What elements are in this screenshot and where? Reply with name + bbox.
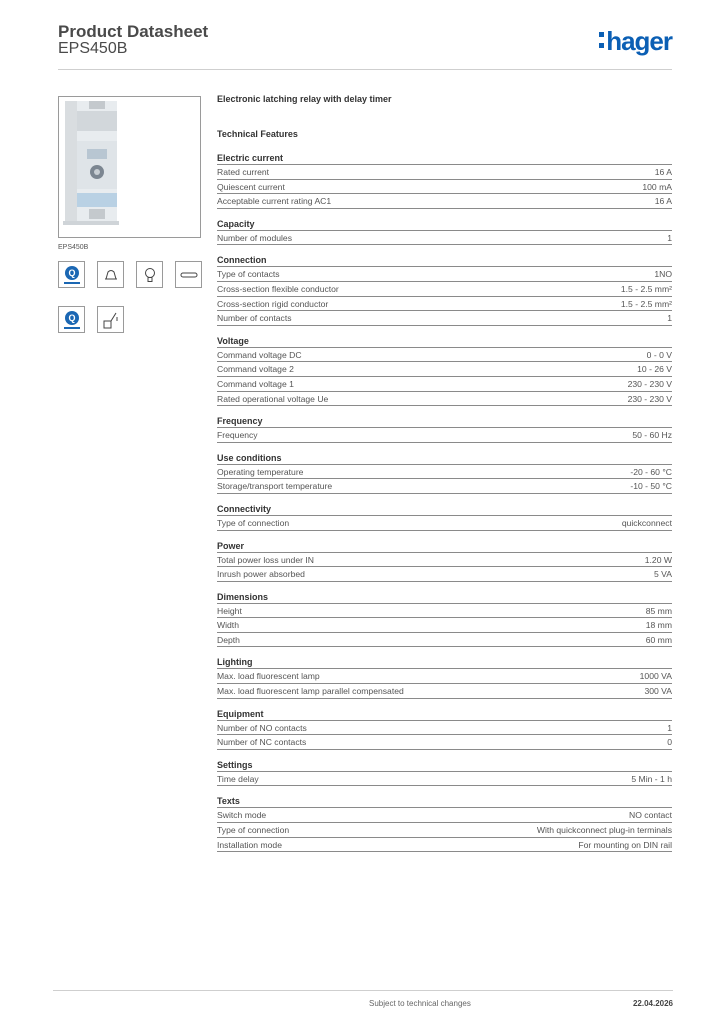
spec-row (217, 823, 672, 838)
spec-value: 300 VA (644, 686, 672, 697)
spec-row (217, 618, 672, 633)
spec-value: NO contact (629, 810, 672, 821)
spec-label: Quiescent current (217, 181, 285, 192)
spec-section (217, 591, 672, 648)
section-title: Capacity (217, 218, 672, 231)
spec-section (217, 759, 672, 787)
technical-features-title: Technical Features (217, 129, 298, 139)
spec-label: Number of contacts (217, 313, 292, 324)
spec-label: Total power loss under IN (217, 554, 314, 565)
page-footer (53, 990, 673, 1010)
spec-row (217, 479, 672, 494)
spec-value: 230 - 230 V (627, 378, 672, 389)
spec-row (217, 392, 672, 407)
spec-label: Rated operational voltage Ue (217, 393, 329, 404)
section-title: Texts (217, 795, 672, 808)
spec-section (217, 152, 672, 209)
section-title: Power (217, 540, 672, 553)
spec-label: Command voltage 1 (217, 378, 294, 389)
section-title: Dimensions (217, 591, 672, 604)
spec-label: Number of modules (217, 232, 292, 243)
spec-label: Acceptable current rating AC1 (217, 196, 332, 207)
spec-value: 5 VA (654, 569, 672, 580)
spec-sections (217, 152, 672, 852)
spec-row (217, 684, 672, 699)
logo-text: hager (606, 26, 672, 56)
spec-value: 1.5 - 2.5 mm² (620, 298, 672, 309)
spec-row (217, 165, 672, 180)
relay-device-illustration (59, 97, 200, 237)
spec-section (217, 452, 672, 494)
spec-value: 1NO (654, 269, 672, 280)
spec-row (217, 516, 672, 531)
spec-row (217, 297, 672, 312)
spec-value: For mounting on DIN rail (578, 839, 672, 850)
spec-row (217, 465, 672, 480)
product-reference: EPS450B (58, 40, 128, 57)
image-caption: EPS450B (58, 244, 89, 251)
spec-value: 5 Min - 1 h (631, 773, 672, 784)
section-title: Voltage (217, 335, 672, 348)
spec-value: 16 A (654, 196, 672, 207)
spec-row (217, 348, 672, 363)
spec-row (217, 721, 672, 736)
spec-value: 0 - 0 V (646, 349, 672, 360)
section-title: Settings (217, 759, 672, 772)
spec-label: Width (217, 620, 239, 631)
fluorescent-tube-icon (175, 261, 202, 288)
spec-label: Operating temperature (217, 466, 304, 477)
spec-label: Command voltage DC (217, 349, 302, 360)
spec-label: Switch mode (217, 810, 267, 821)
spec-value: With quickconnect plug-in terminals (536, 825, 672, 836)
section-title: Use conditions (217, 452, 672, 465)
spec-row (217, 604, 672, 619)
section-title: Electric current (217, 152, 672, 165)
product-description: Electronic latching relay with delay timer (217, 94, 392, 104)
spec-row (217, 311, 672, 326)
spec-value: -20 - 60 °C (630, 466, 672, 477)
spec-label: Cross-section rigid conductor (217, 298, 329, 309)
spec-value: 1.5 - 2.5 mm² (620, 283, 672, 294)
spec-label: Installation mode (217, 839, 282, 850)
svg-text:Q: Q (67, 312, 76, 323)
spec-value: 18 mm (645, 620, 672, 631)
spec-section (217, 335, 672, 406)
hager-logo (599, 26, 672, 57)
bell-icon (97, 261, 124, 288)
spec-row (217, 231, 672, 246)
spec-label: Time delay (217, 773, 259, 784)
spec-value: 85 mm (645, 605, 672, 616)
spec-label: Type of contacts (217, 269, 280, 280)
spec-label: Number of NC contacts (217, 737, 307, 748)
footer-note: Subject to technical changes (369, 999, 471, 1008)
spec-label: Inrush power absorbed (217, 569, 305, 580)
spec-value: 60 mm (645, 634, 672, 645)
spec-label: Rated current (217, 167, 270, 177)
spec-row (217, 633, 672, 648)
product-image (58, 96, 201, 238)
spec-value: 16 A (654, 167, 672, 177)
spec-row (217, 180, 672, 195)
spec-value: 100 mA (642, 181, 672, 192)
spec-row (217, 772, 672, 787)
spec-label: Max. load fluorescent lamp (217, 671, 320, 682)
spec-value: quickconnect (621, 517, 672, 528)
spec-label: Depth (217, 634, 240, 645)
spec-value: 1000 VA (639, 671, 672, 682)
quickconnect-icon (58, 261, 85, 288)
spec-section (217, 656, 672, 698)
specifications (217, 94, 672, 852)
spec-section (217, 218, 672, 246)
spec-label: Command voltage 2 (217, 364, 294, 375)
spec-value: 50 - 60 Hz (632, 430, 672, 441)
spec-label: Storage/transport temperature (217, 481, 333, 492)
spec-label: Height (217, 605, 242, 616)
spec-row (217, 377, 672, 392)
spec-section (217, 254, 672, 325)
spec-row (217, 838, 672, 853)
section-title: Equipment (217, 708, 672, 721)
spec-row (217, 428, 672, 443)
spec-row (217, 669, 672, 684)
spec-value: 1 (667, 232, 672, 243)
spec-row (217, 567, 672, 582)
document-title: Product Datasheet (58, 22, 209, 41)
spec-value: 1 (667, 313, 672, 324)
svg-text:Q: Q (67, 267, 76, 278)
quickconnect-icon-2 (58, 306, 85, 333)
spec-section (217, 708, 672, 750)
spec-value: 1.20 W (644, 554, 672, 565)
spec-value: -10 - 50 °C (630, 481, 672, 492)
spec-label: Max. load fluorescent lamp parallel compensated (217, 686, 404, 697)
spec-row (217, 282, 672, 297)
spec-value: 230 - 230 V (627, 393, 672, 404)
spec-label: Type of connection (217, 825, 290, 836)
spec-section (217, 540, 672, 582)
spec-section (217, 415, 672, 443)
section-title: Lighting (217, 656, 672, 669)
spec-label: Number of NO contacts (217, 722, 307, 733)
spec-section (217, 795, 672, 852)
spec-value: 1 (667, 722, 672, 733)
spec-section (217, 503, 672, 531)
section-title: Connection (217, 254, 672, 267)
timer-relay-icon (97, 306, 124, 333)
section-title: Frequency (217, 415, 672, 428)
spec-value: 10 - 26 V (637, 364, 672, 375)
spec-label: Type of connection (217, 517, 290, 528)
spec-row (217, 267, 672, 282)
spec-label: Frequency (217, 430, 258, 441)
spec-row (217, 362, 672, 377)
spec-row (217, 553, 672, 568)
page-header (58, 20, 672, 70)
spec-row (217, 808, 672, 823)
spec-row (217, 194, 672, 209)
footer-date: 22.04.2026 (632, 999, 673, 1008)
spec-label: Cross-section flexible conductor (217, 283, 339, 294)
spec-value: 0 (667, 737, 672, 748)
spec-row (217, 735, 672, 750)
light-bulb-icon (136, 261, 163, 288)
section-title: Connectivity (217, 503, 672, 516)
